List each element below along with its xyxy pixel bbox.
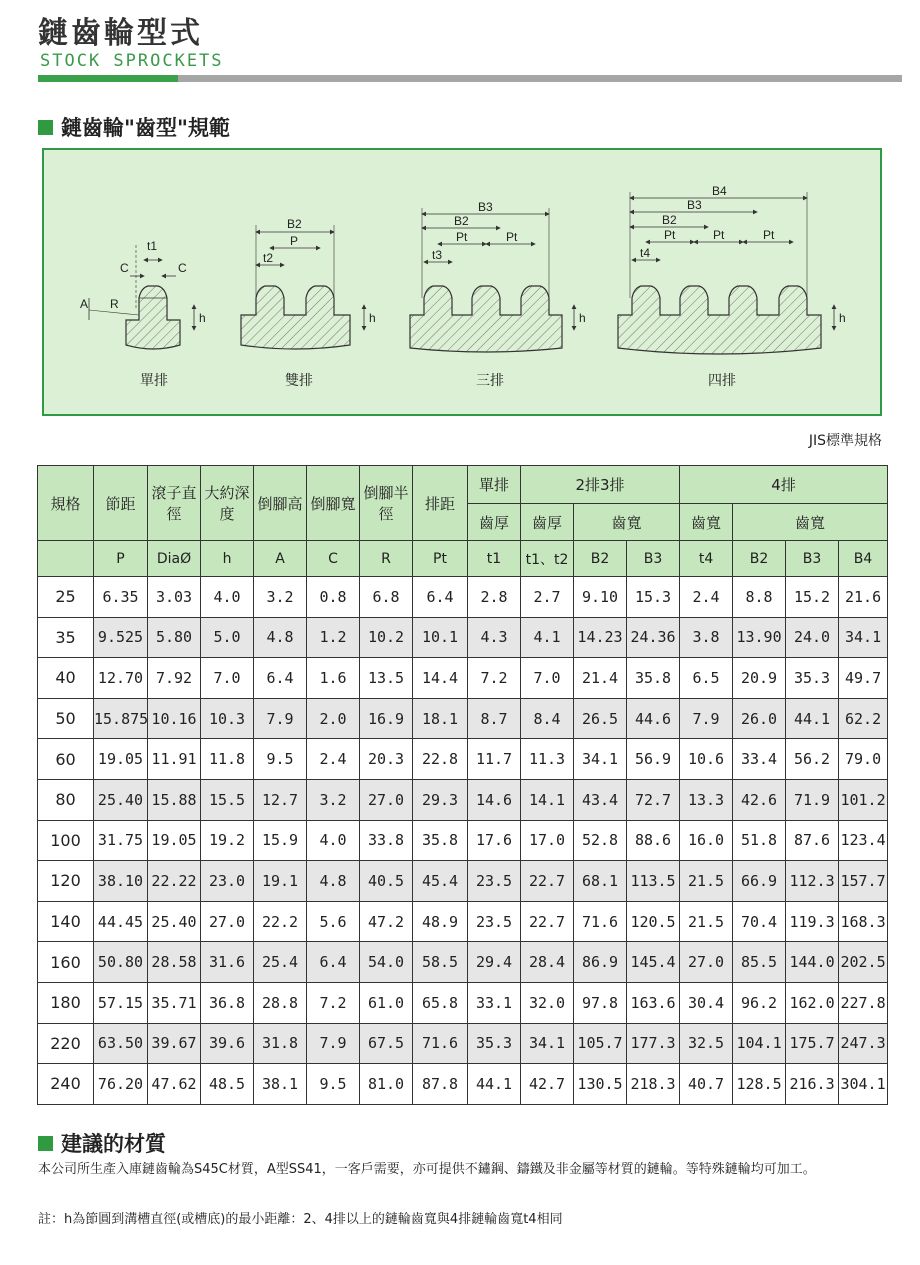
- table-cell: 45.4: [413, 861, 468, 902]
- table-cell: 10.16: [148, 698, 201, 739]
- col-header-pitch: 節距: [94, 466, 148, 541]
- table-cell: 44.1: [468, 1064, 521, 1105]
- table-cell: 49.7: [839, 658, 888, 699]
- sym-header-b2-four: B2: [733, 541, 786, 577]
- svg-text:B3: B3: [478, 200, 493, 214]
- table-cell: 16.9: [360, 698, 413, 739]
- sprocket-spec-table: [37, 465, 888, 1105]
- table-cell: 15.9: [254, 820, 307, 861]
- table-cell: 12.7: [254, 779, 307, 820]
- table-cell: 168.3: [839, 901, 888, 942]
- sym-header-t4: t4: [680, 541, 733, 577]
- table-cell: 22.7: [521, 861, 574, 902]
- table-cell: 44.6: [627, 698, 680, 739]
- svg-text:B2: B2: [662, 213, 677, 227]
- table-cell: 5.80: [148, 617, 201, 658]
- group-header-two-three: 2排3排: [521, 466, 680, 504]
- table-cell: 44.1: [786, 698, 839, 739]
- table-cell: 10.1: [413, 617, 468, 658]
- table-cell: 15.2: [786, 577, 839, 618]
- sub-header-four-thickness: 齒寬: [680, 504, 733, 541]
- table-cell: 1.2: [307, 617, 360, 658]
- table-cell: 7.9: [680, 698, 733, 739]
- table-cell: 14.4: [413, 658, 468, 699]
- title-underline-accent: [38, 75, 178, 82]
- table-cell: 3.8: [680, 617, 733, 658]
- table-cell: 177.3: [627, 1023, 680, 1064]
- spec-cell: 140: [38, 901, 94, 942]
- quad-row-profile: [618, 184, 846, 388]
- table-cell: 48.9: [413, 901, 468, 942]
- table-row: [38, 617, 888, 658]
- col-header-row-pitch: 排距: [413, 466, 468, 541]
- table-row: [38, 820, 888, 861]
- table-row: [38, 1064, 888, 1105]
- svg-text:t2: t2: [263, 251, 274, 265]
- table-cell: 35.71: [148, 982, 201, 1023]
- page-title: 鏈齒輪型式: [38, 16, 203, 51]
- table-cell: 34.1: [839, 617, 888, 658]
- table-cell: 38.1: [254, 1064, 307, 1105]
- table-cell: 6.35: [94, 577, 148, 618]
- table-cell: 4.8: [307, 861, 360, 902]
- table-cell: 21.5: [680, 901, 733, 942]
- table-cell: 10.6: [680, 739, 733, 780]
- table-cell: 47.2: [360, 901, 413, 942]
- table-cell: 12.70: [94, 658, 148, 699]
- table-cell: 13.5: [360, 658, 413, 699]
- table-cell: 123.4: [839, 820, 888, 861]
- table-cell: 28.58: [148, 942, 201, 983]
- table-row: [38, 861, 888, 902]
- table-cell: 14.6: [468, 779, 521, 820]
- table-cell: 3.03: [148, 577, 201, 618]
- svg-text:R: R: [110, 297, 119, 311]
- table-cell: 20.3: [360, 739, 413, 780]
- table-cell: 7.92: [148, 658, 201, 699]
- svg-text:h: h: [839, 311, 846, 325]
- svg-text:h: h: [369, 311, 376, 325]
- group-header-single: 單排: [468, 466, 521, 504]
- table-cell: 128.5: [733, 1064, 786, 1105]
- table-cell: 8.8: [733, 577, 786, 618]
- table-cell: 96.2: [733, 982, 786, 1023]
- table-cell: 86.9: [574, 942, 627, 983]
- single-row-profile: [80, 239, 206, 388]
- svg-text:Pt: Pt: [456, 230, 468, 244]
- table-cell: 56.9: [627, 739, 680, 780]
- table-cell: 67.5: [360, 1023, 413, 1064]
- table-cell: 70.4: [733, 901, 786, 942]
- table-cell: 13.3: [680, 779, 733, 820]
- table-cell: 112.3: [786, 861, 839, 902]
- spec-cell: 80: [38, 779, 94, 820]
- table-cell: 31.75: [94, 820, 148, 861]
- table-cell: 2.8: [468, 577, 521, 618]
- table-cell: 71.6: [574, 901, 627, 942]
- sym-header-b3: B3: [627, 541, 680, 577]
- table-row: [38, 779, 888, 820]
- sym-header-b4: B4: [839, 541, 888, 577]
- table-cell: 15.88: [148, 779, 201, 820]
- table-cell: 56.2: [786, 739, 839, 780]
- svg-text:B4: B4: [712, 184, 727, 198]
- table-cell: 157.7: [839, 861, 888, 902]
- table-cell: 16.0: [680, 820, 733, 861]
- table-cell: 7.9: [254, 698, 307, 739]
- table-cell: 247.3: [839, 1023, 888, 1064]
- table-cell: 3.2: [254, 577, 307, 618]
- spec-cell: 160: [38, 942, 94, 983]
- table-cell: 6.8: [360, 577, 413, 618]
- table-cell: 1.6: [307, 658, 360, 699]
- table-cell: 27.0: [680, 942, 733, 983]
- table-cell: 9.5: [307, 1064, 360, 1105]
- table-cell: 11.7: [468, 739, 521, 780]
- table-cell: 22.8: [413, 739, 468, 780]
- tooth-profile-diagram: [42, 148, 882, 416]
- table-cell: 304.1: [839, 1064, 888, 1105]
- sub-header-two-thickness: 齒厚: [521, 504, 574, 541]
- table-cell: 31.6: [201, 942, 254, 983]
- table-cell: 44.45: [94, 901, 148, 942]
- spec-cell: 25: [38, 577, 94, 618]
- table-cell: 8.4: [521, 698, 574, 739]
- table-cell: 47.62: [148, 1064, 201, 1105]
- table-cell: 13.90: [733, 617, 786, 658]
- table-cell: 4.1: [521, 617, 574, 658]
- table-cell: 25.40: [148, 901, 201, 942]
- table-cell: 216.3: [786, 1064, 839, 1105]
- table-cell: 50.80: [94, 942, 148, 983]
- table-cell: 0.8: [307, 577, 360, 618]
- green-square-icon: [38, 1136, 53, 1151]
- table-cell: 17.6: [468, 820, 521, 861]
- table-cell: 6.4: [254, 658, 307, 699]
- table-cell: 27.0: [360, 779, 413, 820]
- table-cell: 145.4: [627, 942, 680, 983]
- table-cell: 72.7: [627, 779, 680, 820]
- group-header-four: 4排: [680, 466, 888, 504]
- table-cell: 20.9: [733, 658, 786, 699]
- table-cell: 21.4: [574, 658, 627, 699]
- svg-text:t4: t4: [640, 246, 651, 260]
- table-cell: 22.7: [521, 901, 574, 942]
- table-row: [38, 982, 888, 1023]
- spec-cell: 40: [38, 658, 94, 699]
- table-cell: 9.5: [254, 739, 307, 780]
- spec-cell: 220: [38, 1023, 94, 1064]
- table-cell: 23.5: [468, 861, 521, 902]
- table-cell: 4.0: [201, 577, 254, 618]
- table-cell: 4.8: [254, 617, 307, 658]
- table-cell: 7.2: [468, 658, 521, 699]
- table-cell: 11.8: [201, 739, 254, 780]
- col-header-chamfer-radius: 倒腳半徑: [360, 466, 413, 541]
- table-cell: 29.3: [413, 779, 468, 820]
- spec-cell: 100: [38, 820, 94, 861]
- table-cell: 7.0: [521, 658, 574, 699]
- table-cell: 23.0: [201, 861, 254, 902]
- double-row-profile: [241, 217, 376, 388]
- table-cell: 7.9: [307, 1023, 360, 1064]
- spec-cell: 240: [38, 1064, 94, 1105]
- table-cell: 21.6: [839, 577, 888, 618]
- table-cell: 24.0: [786, 617, 839, 658]
- table-cell: 85.5: [733, 942, 786, 983]
- table-cell: 71.6: [413, 1023, 468, 1064]
- table-cell: 35.8: [627, 658, 680, 699]
- table-cell: 22.2: [254, 901, 307, 942]
- table-cell: 7.2: [307, 982, 360, 1023]
- table-cell: 42.7: [521, 1064, 574, 1105]
- table-cell: 33.4: [733, 739, 786, 780]
- table-cell: 38.10: [94, 861, 148, 902]
- table-cell: 30.4: [680, 982, 733, 1023]
- table-cell: 104.1: [733, 1023, 786, 1064]
- svg-text:h: h: [579, 311, 586, 325]
- table-cell: 227.8: [839, 982, 888, 1023]
- table-cell: 79.0: [839, 739, 888, 780]
- table-cell: 113.5: [627, 861, 680, 902]
- table-cell: 11.3: [521, 739, 574, 780]
- table-cell: 2.4: [307, 739, 360, 780]
- svg-text:Pt: Pt: [763, 228, 775, 242]
- table-cell: 130.5: [574, 1064, 627, 1105]
- table-cell: 19.1: [254, 861, 307, 902]
- table-cell: 19.2: [201, 820, 254, 861]
- table-cell: 68.1: [574, 861, 627, 902]
- sub-header-single-thickness: 齒厚: [468, 504, 521, 541]
- table-row: [38, 1023, 888, 1064]
- table-cell: 10.3: [201, 698, 254, 739]
- table-cell: 2.4: [680, 577, 733, 618]
- table-cell: 43.4: [574, 779, 627, 820]
- table-cell: 31.8: [254, 1023, 307, 1064]
- table-cell: 22.22: [148, 861, 201, 902]
- svg-text:Pt: Pt: [506, 230, 518, 244]
- spec-cell: 120: [38, 861, 94, 902]
- table-cell: 5.0: [201, 617, 254, 658]
- col-header-chamfer-height: 倒腳高: [254, 466, 307, 541]
- table-cell: 61.0: [360, 982, 413, 1023]
- table-cell: 42.6: [733, 779, 786, 820]
- sym-header-b2: B2: [574, 541, 627, 577]
- table-cell: 88.6: [627, 820, 680, 861]
- table-cell: 9.10: [574, 577, 627, 618]
- svg-text:Pt: Pt: [713, 228, 725, 242]
- svg-text:P: P: [290, 234, 299, 248]
- table-cell: 62.2: [839, 698, 888, 739]
- table-cell: 218.3: [627, 1064, 680, 1105]
- table-cell: 5.6: [307, 901, 360, 942]
- col-header-spec: 規格: [38, 466, 94, 541]
- table-cell: 14.1: [521, 779, 574, 820]
- table-cell: 4.3: [468, 617, 521, 658]
- section-heading-material: 建議的材質: [38, 1128, 166, 1158]
- table-cell: 10.2: [360, 617, 413, 658]
- svg-text:A: A: [80, 297, 89, 311]
- svg-text:C: C: [120, 261, 129, 275]
- table-cell: 119.3: [786, 901, 839, 942]
- spec-cell: 180: [38, 982, 94, 1023]
- table-cell: 87.8: [413, 1064, 468, 1105]
- sym-header-c: C: [307, 541, 360, 577]
- col-header-roller-dia: 滾子直徑: [148, 466, 201, 541]
- table-cell: 35.3: [786, 658, 839, 699]
- sym-header-t1: t1: [468, 541, 521, 577]
- table-cell: 15.875: [94, 698, 148, 739]
- svg-text:h: h: [199, 311, 206, 325]
- table-cell: 8.7: [468, 698, 521, 739]
- table-cell: 2.0: [307, 698, 360, 739]
- table-cell: 39.67: [148, 1023, 201, 1064]
- table-cell: 28.4: [521, 942, 574, 983]
- sym-header-pt: Pt: [413, 541, 468, 577]
- table-cell: 23.5: [468, 901, 521, 942]
- table-cell: 163.6: [627, 982, 680, 1023]
- table-cell: 58.5: [413, 942, 468, 983]
- section-heading-tooth-profile: 鏈齒輪"齒型"規範: [38, 112, 230, 142]
- table-cell: 6.4: [307, 942, 360, 983]
- table-row: [38, 942, 888, 983]
- table-cell: 25.40: [94, 779, 148, 820]
- table-cell: 6.4: [413, 577, 468, 618]
- table-cell: 202.5: [839, 942, 888, 983]
- table-cell: 65.8: [413, 982, 468, 1023]
- table-cell: 19.05: [148, 820, 201, 861]
- table-cell: 48.5: [201, 1064, 254, 1105]
- table-cell: 25.4: [254, 942, 307, 983]
- table-cell: 26.5: [574, 698, 627, 739]
- table-cell: 29.4: [468, 942, 521, 983]
- table-cell: 17.0: [521, 820, 574, 861]
- sym-header-r: R: [360, 541, 413, 577]
- col-header-depth: 大約深度: [201, 466, 254, 541]
- table-cell: 11.91: [148, 739, 201, 780]
- svg-text:B2: B2: [454, 214, 469, 228]
- table-cell: 87.6: [786, 820, 839, 861]
- table-cell: 34.1: [574, 739, 627, 780]
- table-cell: 6.5: [680, 658, 733, 699]
- page-subtitle: STOCK SPROCKETS: [40, 51, 224, 71]
- jis-standard-note: JIS標準規格: [808, 433, 882, 449]
- table-cell: 51.8: [733, 820, 786, 861]
- table-row: [38, 901, 888, 942]
- svg-text:單排: 單排: [140, 372, 168, 388]
- table-cell: 57.15: [94, 982, 148, 1023]
- table-cell: 32.5: [680, 1023, 733, 1064]
- table-row: [38, 658, 888, 699]
- title-underline: [178, 75, 902, 82]
- sym-header-p: P: [94, 541, 148, 577]
- table-cell: 3.2: [307, 779, 360, 820]
- table-cell: 144.0: [786, 942, 839, 983]
- table-cell: 21.5: [680, 861, 733, 902]
- sub-header-two-width: 齒寬: [574, 504, 680, 541]
- table-cell: 33.1: [468, 982, 521, 1023]
- table-cell: 97.8: [574, 982, 627, 1023]
- table-row: [38, 698, 888, 739]
- svg-text:t1: t1: [147, 239, 158, 253]
- table-cell: 120.5: [627, 901, 680, 942]
- table-cell: 32.0: [521, 982, 574, 1023]
- table-cell: 26.0: [733, 698, 786, 739]
- table-cell: 35.3: [468, 1023, 521, 1064]
- table-cell: 24.36: [627, 617, 680, 658]
- table-cell: 15.3: [627, 577, 680, 618]
- sym-header-h: h: [201, 541, 254, 577]
- table-cell: 14.23: [574, 617, 627, 658]
- table-cell: 101.2: [839, 779, 888, 820]
- svg-text:B2: B2: [287, 217, 302, 231]
- sym-header-a: A: [254, 541, 307, 577]
- table-cell: 7.0: [201, 658, 254, 699]
- table-cell: 54.0: [360, 942, 413, 983]
- table-cell: 40.5: [360, 861, 413, 902]
- svg-text:Pt: Pt: [664, 228, 676, 242]
- material-note: 本公司所生產入庫鏈齒輪為S45C材質，A型SS41，一客戶需要，亦可提供不鏽鋼、鑄鐵及非金屬等材質的鏈輪。等特殊鏈輪均可加工。: [38, 1162, 816, 1177]
- footnote: 註：h為節圓到溝槽直徑(或槽底)的最小距離：2、4排以上的鏈輪齒寬與4排鏈輪齒寬t4相同: [38, 1212, 563, 1227]
- table-cell: 33.8: [360, 820, 413, 861]
- table-cell: 162.0: [786, 982, 839, 1023]
- table-cell: 81.0: [360, 1064, 413, 1105]
- table-cell: 105.7: [574, 1023, 627, 1064]
- sym-header-b3-four: B3: [786, 541, 839, 577]
- svg-text:雙排: 雙排: [285, 372, 313, 388]
- table-cell: 175.7: [786, 1023, 839, 1064]
- table-cell: 35.8: [413, 820, 468, 861]
- triple-row-profile: [410, 200, 586, 388]
- table-row: [38, 577, 888, 618]
- table-row: [38, 739, 888, 780]
- table-cell: 39.6: [201, 1023, 254, 1064]
- sub-header-four-width: 齒寬: [733, 504, 888, 541]
- svg-text:C: C: [178, 261, 187, 275]
- table-cell: 19.05: [94, 739, 148, 780]
- table-cell: 76.20: [94, 1064, 148, 1105]
- sym-header-t1t2: t1、t2: [521, 541, 574, 577]
- col-header-chamfer-width: 倒腳寬: [307, 466, 360, 541]
- svg-text:三排: 三排: [476, 372, 504, 388]
- sym-header-spec: [38, 541, 94, 577]
- table-cell: 36.8: [201, 982, 254, 1023]
- svg-text:t3: t3: [432, 248, 443, 262]
- sym-header-dia: DiaØ: [148, 541, 201, 577]
- table-cell: 34.1: [521, 1023, 574, 1064]
- spec-cell: 60: [38, 739, 94, 780]
- table-cell: 28.8: [254, 982, 307, 1023]
- table-cell: 52.8: [574, 820, 627, 861]
- spec-cell: 35: [38, 617, 94, 658]
- table-cell: 40.7: [680, 1064, 733, 1105]
- table-cell: 2.7: [521, 577, 574, 618]
- table-cell: 18.1: [413, 698, 468, 739]
- svg-text:四排: 四排: [708, 372, 736, 388]
- table-cell: 71.9: [786, 779, 839, 820]
- svg-text:B3: B3: [687, 198, 702, 212]
- table-cell: 9.525: [94, 617, 148, 658]
- spec-cell: 50: [38, 698, 94, 739]
- table-cell: 63.50: [94, 1023, 148, 1064]
- table-cell: 15.5: [201, 779, 254, 820]
- table-cell: 66.9: [733, 861, 786, 902]
- green-square-icon: [38, 120, 53, 135]
- table-cell: 4.0: [307, 820, 360, 861]
- table-cell: 27.0: [201, 901, 254, 942]
